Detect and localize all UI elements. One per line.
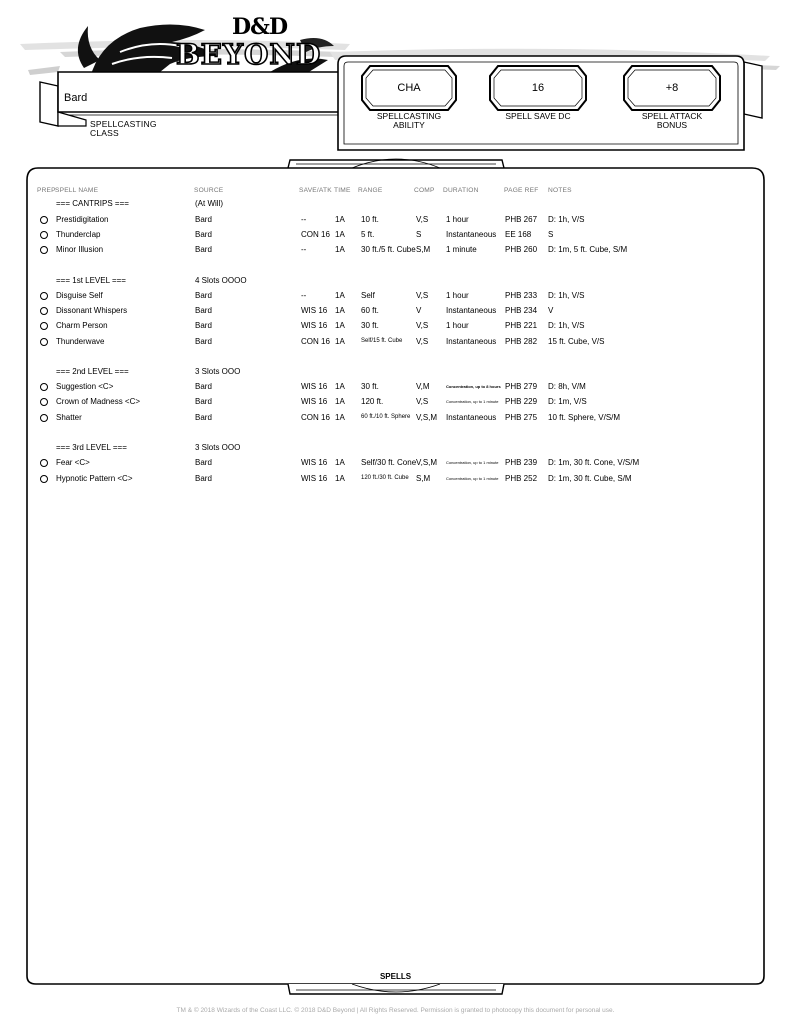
cell-page: PHB 234 xyxy=(505,306,538,315)
cell-save: WIS 16 xyxy=(301,306,328,315)
cell-page: PHB 239 xyxy=(505,458,538,467)
cell-name: Fear <C> xyxy=(56,458,90,467)
cell-source: 4 Slots OOOO xyxy=(195,276,247,285)
cell-name: Prestidigitation xyxy=(56,215,109,224)
cell-source: Bard xyxy=(195,458,212,467)
cell-page: PHB 275 xyxy=(505,413,538,422)
spell-attack-bonus-value[interactable]: +8 xyxy=(665,82,679,94)
cell-time: 1A xyxy=(335,245,345,254)
cell-time: 1A xyxy=(335,291,345,300)
spellcasting-ability-value[interactable]: CHA xyxy=(397,82,421,94)
column-header-page-ref: PAGE REF xyxy=(504,187,539,194)
cell-range: 10 ft. xyxy=(361,215,379,224)
cell-comp: V,S,M xyxy=(416,413,438,422)
spellcasting-class-label: SPELLCASTING CLASS xyxy=(90,119,157,138)
prep-checkbox[interactable] xyxy=(40,231,48,239)
cell-name: Dissonant Whispers xyxy=(56,306,128,315)
cell-range: Self xyxy=(361,291,375,300)
cell-notes: 15 ft. Cube, V/S xyxy=(548,337,605,346)
cell-time: 1A xyxy=(335,215,345,224)
cell-time: 1A xyxy=(335,306,345,315)
cell-time: 1A xyxy=(335,458,345,467)
cell-range: 30 ft. xyxy=(361,382,379,391)
cell-source: Bard xyxy=(195,382,212,391)
cell-source: Bard xyxy=(195,397,212,406)
column-header-duration: DURATION xyxy=(443,187,479,194)
prep-checkbox[interactable] xyxy=(40,398,48,406)
cell-save: CON 16 xyxy=(301,230,330,239)
cell-page: PHB 282 xyxy=(505,337,538,346)
cell-name: Hypnotic Pattern <C> xyxy=(56,474,133,483)
cell-notes: V xyxy=(548,306,554,315)
cell-notes: D: 1h, V/S xyxy=(548,215,585,224)
cell-name: Suggestion <C> xyxy=(56,382,114,391)
cell-notes: D: 1m, 30 ft. Cube, S/M xyxy=(548,474,632,483)
cell-range: 30 ft. xyxy=(361,321,379,330)
cell-save: CON 16 xyxy=(301,337,330,346)
spellcasting-class-value[interactable]: Bard xyxy=(64,92,88,104)
cell-time: 1A xyxy=(335,413,345,422)
spellcasting-ability-label: SPELLCASTING ABILITY xyxy=(376,111,442,130)
cell-comp: V,S,M xyxy=(416,458,438,467)
prep-checkbox[interactable] xyxy=(40,459,48,467)
logo-beyond: BEYOND xyxy=(176,38,322,71)
cell-time: 1A xyxy=(335,230,345,239)
cell-source: Bard xyxy=(195,337,212,346)
cell-name: Shatter xyxy=(56,413,82,422)
cell-name: Charm Person xyxy=(56,321,108,330)
cell-comp: V,S xyxy=(416,291,429,300)
cell-page: PHB 252 xyxy=(505,474,538,483)
cell-name: === 3rd LEVEL === xyxy=(56,443,127,452)
cell-time: 1A xyxy=(335,382,345,391)
cell-notes: D: 1m, 30 ft. Cone, V/S/M xyxy=(548,458,640,467)
cell-notes: D: 1m, V/S xyxy=(548,397,587,406)
prep-checkbox[interactable] xyxy=(40,216,48,224)
cell-time: 1A xyxy=(335,397,345,406)
cell-comp: V,S xyxy=(416,321,429,330)
cell-source: Bard xyxy=(195,474,212,483)
cell-name: Thunderclap xyxy=(56,230,101,239)
cell-save: WIS 16 xyxy=(301,458,328,467)
column-header-comp: COMP xyxy=(414,187,435,194)
cell-comp: S,M xyxy=(416,474,431,483)
prep-checkbox[interactable] xyxy=(40,475,48,483)
cell-comp: V,S xyxy=(416,215,429,224)
cell-page: EE 168 xyxy=(505,230,532,239)
cell-notes: S xyxy=(548,230,554,239)
cell-range: 120 ft. xyxy=(361,397,384,406)
column-header-save-atk: SAVE/ATK xyxy=(299,187,332,194)
prep-checkbox[interactable] xyxy=(40,292,48,300)
cell-comp: V xyxy=(416,306,422,315)
cell-range: 5 ft. xyxy=(361,230,375,239)
cell-save: WIS 16 xyxy=(301,382,328,391)
cell-duration: 1 hour xyxy=(446,321,469,330)
cell-source: Bard xyxy=(195,230,212,239)
cell-source: Bard xyxy=(195,291,212,300)
cell-source: Bard xyxy=(195,215,212,224)
prep-checkbox[interactable] xyxy=(40,383,48,391)
cell-name: Disguise Self xyxy=(56,291,103,300)
prep-checkbox[interactable] xyxy=(40,246,48,254)
cell-time: 1A xyxy=(335,337,345,346)
cell-source: 3 Slots OOO xyxy=(195,443,241,452)
cell-comp: S,M xyxy=(416,245,431,254)
cell-page: PHB 229 xyxy=(505,397,538,406)
cell-duration: 1 minute xyxy=(446,245,477,254)
cell-name: Crown of Madness <C> xyxy=(56,397,141,406)
cell-save: WIS 16 xyxy=(301,474,328,483)
cell-save: -- xyxy=(301,245,307,254)
cell-page: PHB 233 xyxy=(505,291,538,300)
column-header-notes: NOTES xyxy=(548,187,572,194)
cell-save: WIS 16 xyxy=(301,397,328,406)
cell-notes: D: 1m, 5 ft. Cube, S/M xyxy=(548,245,628,254)
cell-source: Bard xyxy=(195,306,212,315)
cell-range: 30 ft./5 ft. Cube xyxy=(361,245,416,254)
cell-save: WIS 16 xyxy=(301,321,328,330)
cell-name: === 2nd LEVEL === xyxy=(56,367,129,376)
spell-save-dc-label: SPELL SAVE DC xyxy=(505,111,571,121)
cell-comp: V,S xyxy=(416,397,429,406)
cell-duration: Concentration, up to 1 minute xyxy=(446,460,499,465)
cell-range: 60 ft. xyxy=(361,306,379,315)
column-header-source: SOURCE xyxy=(194,187,224,194)
column-header-prep: PREP xyxy=(37,187,56,194)
cell-duration: 1 hour xyxy=(446,215,469,224)
cell-duration: Concentration, up to 1 minute xyxy=(446,399,499,404)
page-title: SPELLS xyxy=(379,972,412,981)
prep-checkbox[interactable] xyxy=(40,322,48,330)
cell-name: Minor Illusion xyxy=(56,245,104,254)
cell-range: 120 ft./30 ft. Cube xyxy=(361,475,409,481)
cell-notes: D: 8h, V/M xyxy=(548,382,586,391)
prep-checkbox[interactable] xyxy=(40,307,48,315)
prep-checkbox[interactable] xyxy=(40,414,48,422)
cell-save: CON 16 xyxy=(301,413,330,422)
column-header-time: TIME xyxy=(334,187,351,194)
cell-name: === 1st LEVEL === xyxy=(56,276,126,285)
column-header-spell-name: SPELL NAME xyxy=(55,187,99,194)
spell-save-dc-value[interactable]: 16 xyxy=(531,82,545,94)
cell-duration: Instantaneous xyxy=(446,413,497,422)
cell-duration: Instantaneous xyxy=(446,337,497,346)
cell-time: 1A xyxy=(335,321,345,330)
cell-notes: 10 ft. Sphere, V/S/M xyxy=(548,413,621,422)
spell-attack-bonus-label: SPELL ATTACK BONUS xyxy=(641,111,703,130)
column-header-range: RANGE xyxy=(358,187,383,194)
cell-source: 3 Slots OOO xyxy=(195,367,241,376)
cell-comp: V,S xyxy=(416,337,429,346)
cell-duration: Instantaneous xyxy=(446,306,497,315)
cell-save: -- xyxy=(301,291,307,300)
cell-time: 1A xyxy=(335,474,345,483)
cell-duration: Concentration, up to 8 hours xyxy=(446,384,501,389)
cell-source: Bard xyxy=(195,321,212,330)
prep-checkbox[interactable] xyxy=(40,338,48,346)
cell-page: PHB 279 xyxy=(505,382,538,391)
cell-source: Bard xyxy=(195,245,212,254)
cell-notes: D: 1h, V/S xyxy=(548,291,585,300)
cell-save: -- xyxy=(301,215,307,224)
cell-duration: Instantaneous xyxy=(446,230,497,239)
copyright-notice: TM & © 2018 Wizards of the Coast LLC. © 2018 D&D Beyond | All Rights Reserved. Permission is granted to photocopy this document for personal use. xyxy=(176,1007,615,1014)
cell-notes: D: 1h, V/S xyxy=(548,321,585,330)
cell-comp: S xyxy=(416,230,422,239)
cell-comp: V,M xyxy=(416,382,430,391)
cell-source: Bard xyxy=(195,413,212,422)
cell-page: PHB 221 xyxy=(505,321,538,330)
cell-source: (At Will) xyxy=(195,199,223,208)
cell-page: PHB 267 xyxy=(505,215,538,224)
cell-duration: 1 hour xyxy=(446,291,469,300)
cell-range: Self/15 ft. Cube xyxy=(361,338,403,344)
cell-range: 60 ft./10 ft. Sphere xyxy=(361,414,411,420)
cell-page: PHB 260 xyxy=(505,245,538,254)
cell-name: Thunderwave xyxy=(56,337,105,346)
logo-dd-icon: D&D xyxy=(232,14,288,40)
cell-name: === CANTRIPS === xyxy=(56,199,129,208)
cell-duration: Concentration, up to 1 minute xyxy=(446,476,499,481)
cell-range: Self/30 ft. Cone xyxy=(361,458,417,467)
